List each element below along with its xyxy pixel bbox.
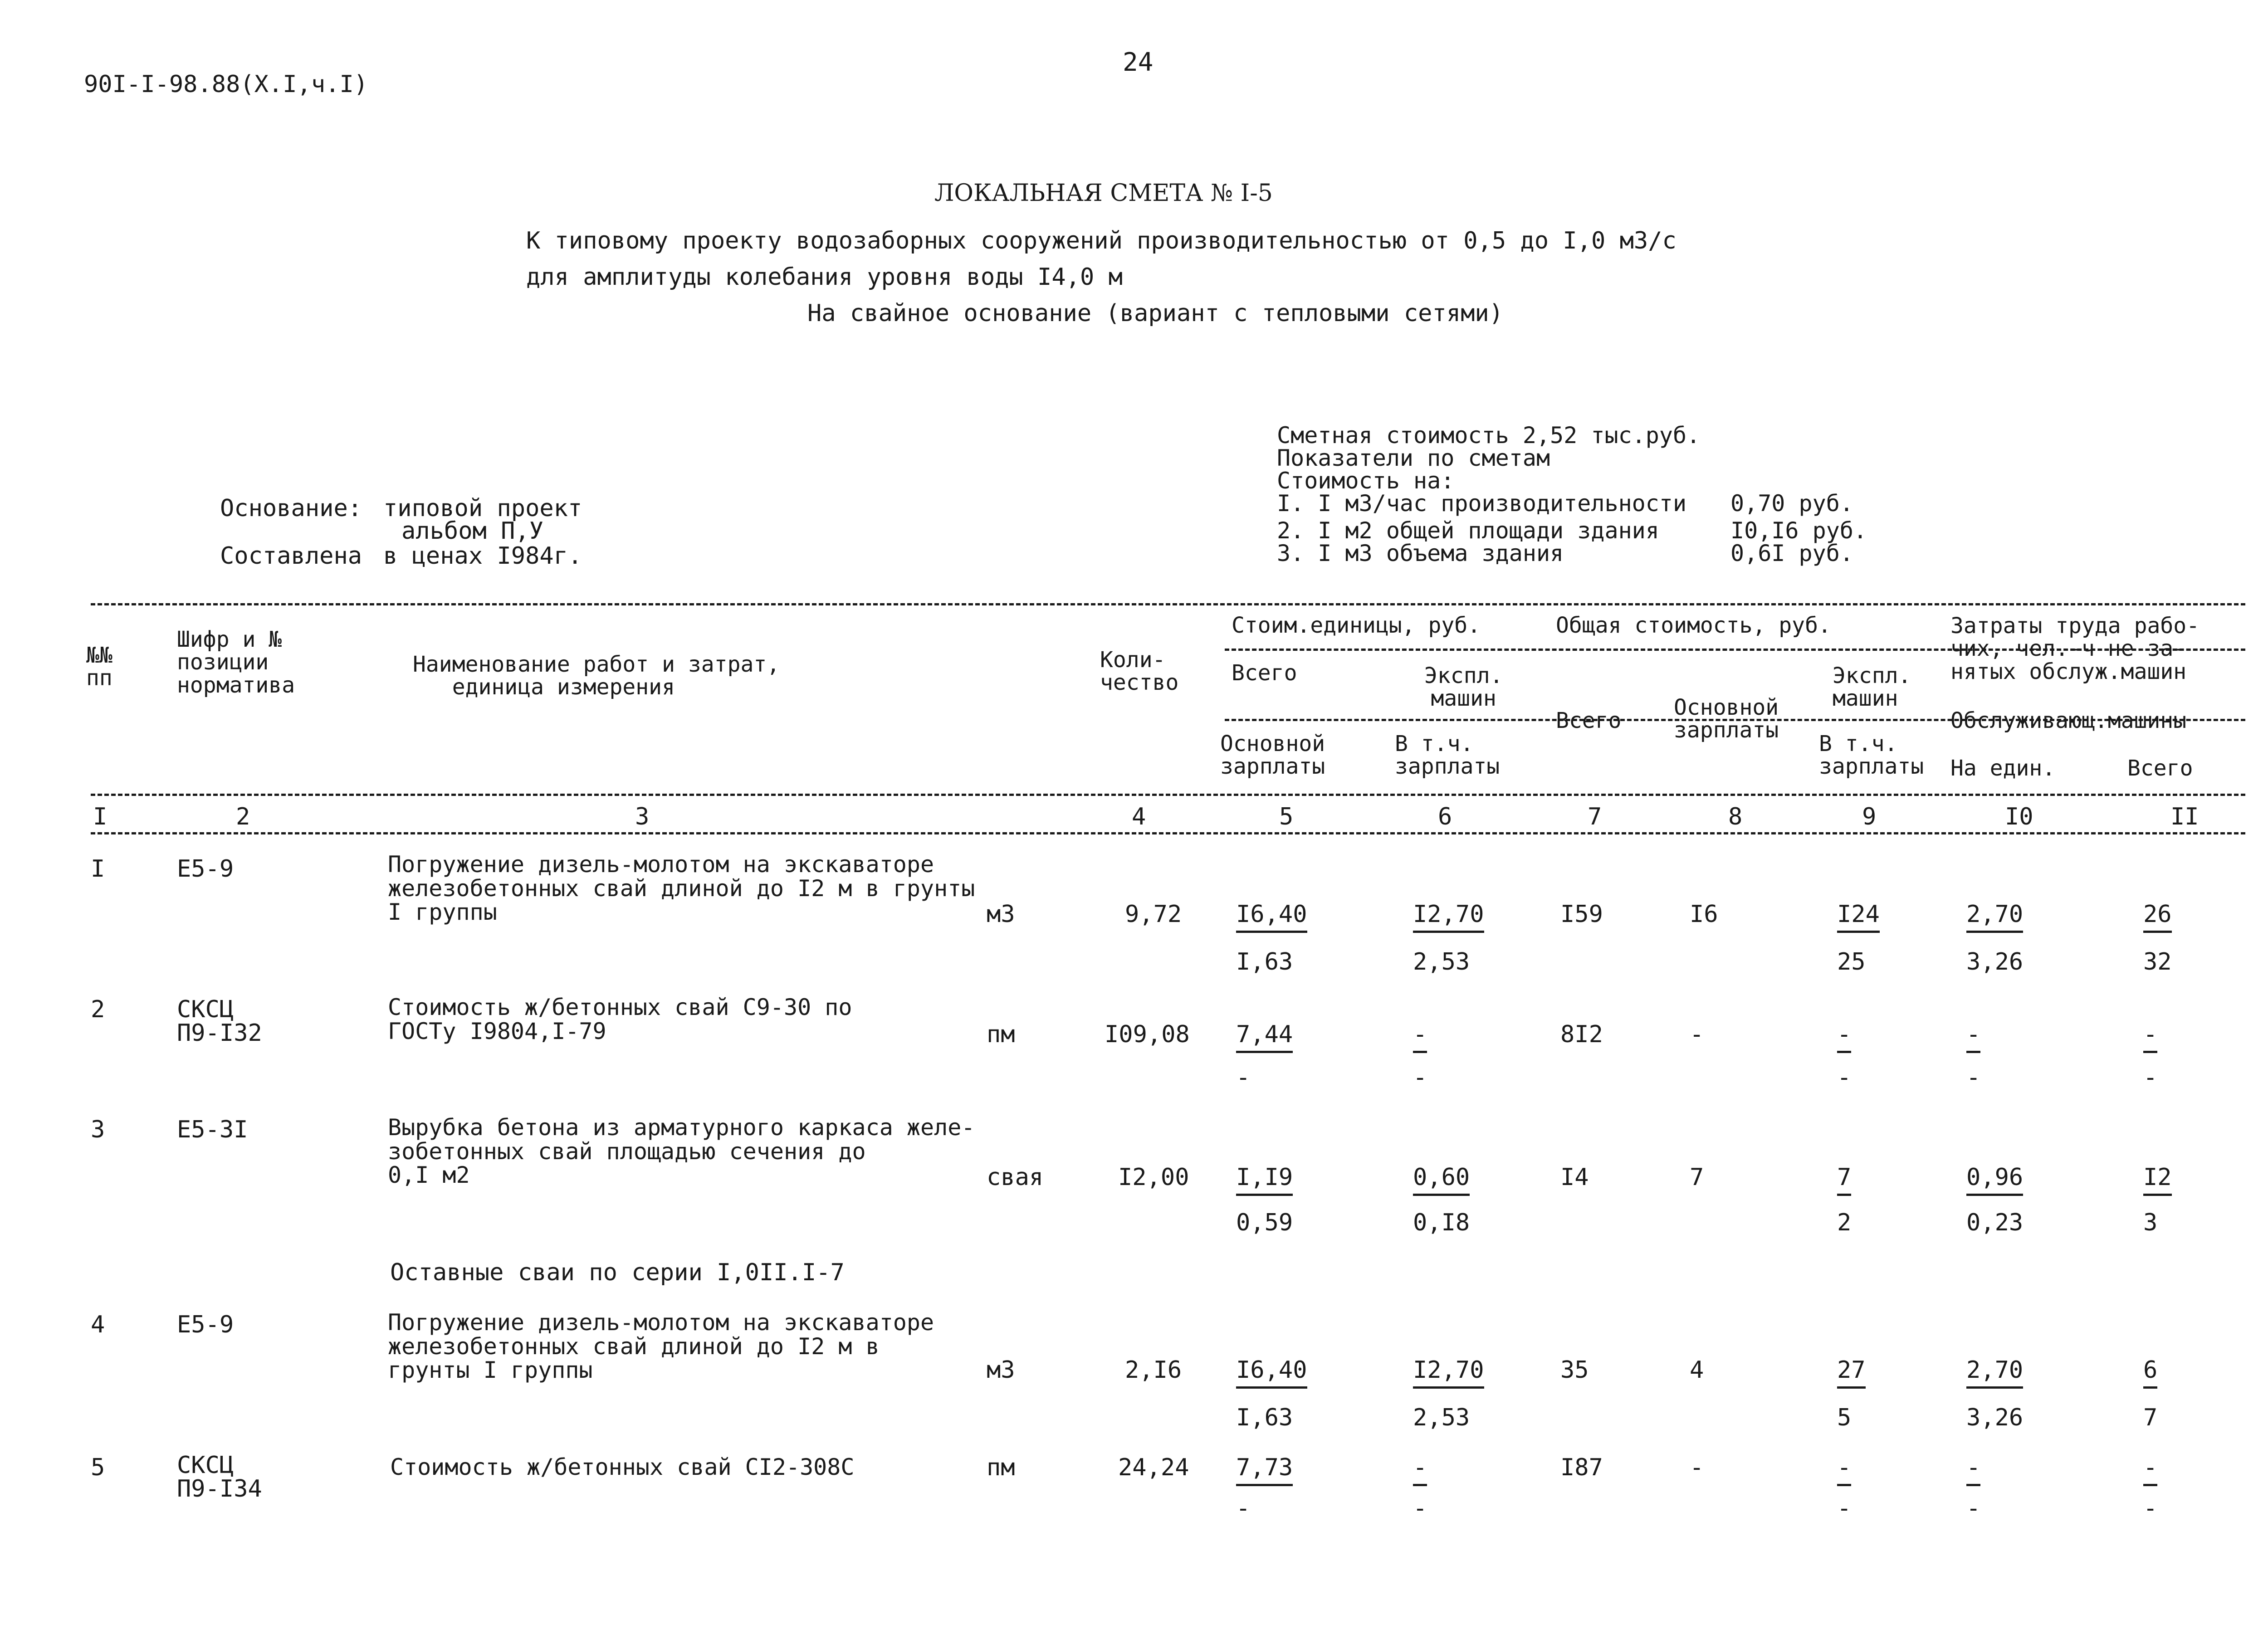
quantity: 24,24 — [1118, 1454, 1189, 1481]
column-number: 7 — [1588, 803, 1602, 830]
column-number: 6 — [1438, 803, 1452, 830]
labor-service-total: - — [2143, 1495, 2158, 1522]
column-number: 9 — [1862, 803, 1877, 830]
header-unit-total: Всего — [1232, 660, 1297, 686]
unit-machine-wage: 2,53 — [1413, 1404, 1470, 1431]
column-number: I — [93, 803, 108, 830]
total-machine-wage: 2 — [1837, 1209, 1852, 1236]
header-row-number: №№ пп — [86, 643, 112, 691]
total-machines: - — [1837, 1456, 1851, 1486]
unit: пм — [987, 1454, 1015, 1481]
work-name: Вырубка бетона из арматурного каркаса желе- зобетонных свай площадью сечения до 0,I м2 — [388, 1114, 975, 1188]
cost-for-label: Стоимость на: — [1277, 468, 1455, 494]
column-number: II — [2170, 803, 2199, 830]
unit-machine-wage: - — [1413, 1064, 1427, 1091]
unit: свая — [987, 1164, 1044, 1191]
column-number: 8 — [1728, 803, 1743, 830]
labor-service-per-unit: 0,23 — [1966, 1209, 2024, 1236]
total-all: 35 — [1560, 1356, 1589, 1384]
unit-wage: - — [1236, 1064, 1251, 1091]
unit-wage: I,63 — [1236, 948, 1293, 976]
header-total-machine-wage: В т.ч. зарплаты — [1819, 731, 1924, 780]
total-wage: - — [1690, 1454, 1704, 1481]
header-labor-total: Всего — [2127, 756, 2193, 781]
labor-service-per-unit: 3,26 — [1966, 1404, 2024, 1431]
total-machines: I24 — [1837, 902, 1880, 933]
labor-service-per-unit: 3,26 — [1966, 948, 2024, 976]
total-all: I87 — [1560, 1454, 1603, 1481]
subtitle-line-1: К типовому проекту водозаборных сооружений производительностью от 0,5 до I,0 м3/с — [526, 227, 1677, 254]
indicator-2-label: 2. I м2 общей площади здания — [1277, 517, 1659, 544]
row-number: 3 — [91, 1116, 105, 1143]
estimated-cost: Сметная стоимость 2,52 тыс.руб. — [1277, 422, 1701, 449]
total-machine-wage: - — [1837, 1064, 1852, 1091]
document-title: ЛОКАЛЬНАЯ СМЕТА № I-5 — [934, 180, 1273, 207]
quantity: 9,72 — [1125, 901, 1182, 928]
labor-service-total: 7 — [2143, 1404, 2158, 1431]
header-unit-wage: Основной зарплаты — [1220, 731, 1325, 780]
subtitle-line-2: для амплитуды колебания уровня воды I4,0 м — [526, 263, 1123, 291]
header-top-rule — [91, 603, 2245, 605]
header-labor: Затраты труда рабо- чих, чел.-ч не за- нятых обслуж.машин — [1950, 613, 2200, 684]
unit-machines: - — [1413, 1456, 1427, 1486]
labor-service-total: 3 — [2143, 1209, 2158, 1236]
quantity: 2,I6 — [1125, 1356, 1182, 1384]
unit-total: I6,40 — [1236, 1358, 1307, 1389]
total-machines: 7 — [1837, 1166, 1851, 1196]
section-note: Оставные сваи по серии I,0II.I-7 — [390, 1259, 845, 1286]
document-code: 90I-I-98.88(X.I,ч.I) — [84, 71, 368, 98]
unit-total: 7,44 — [1236, 1023, 1293, 1053]
header-total-all: Всего — [1556, 708, 1622, 733]
labor-service-total: 32 — [2143, 948, 2172, 976]
total-wage: 7 — [1690, 1164, 1704, 1191]
compiled-value: в ценах I984г. — [383, 542, 582, 570]
indicator-1-value: 0,70 руб. — [1730, 490, 1853, 517]
labor-total: 26 — [2143, 902, 2172, 933]
total-machine-wage: 25 — [1837, 948, 1866, 976]
total-machine-wage: - — [1837, 1495, 1852, 1522]
basis-line-2: альбом П,У — [401, 517, 544, 545]
row-number: 5 — [91, 1454, 105, 1481]
column-numbers-rule — [91, 832, 2245, 834]
indicators-heading: Показатели по сметам — [1277, 445, 1550, 471]
column-number: 5 — [1279, 803, 1294, 830]
column-number: I0 — [2005, 803, 2033, 830]
labor-total: I2 — [2143, 1166, 2172, 1196]
column-number: 3 — [635, 803, 650, 830]
labor-service-total: - — [2143, 1064, 2158, 1091]
total-wage: - — [1690, 1021, 1704, 1048]
row-number: 2 — [91, 996, 105, 1023]
page-number: 24 — [1123, 48, 1154, 77]
basis-line-1: типовой проект — [383, 495, 582, 522]
column-number: 4 — [1132, 803, 1146, 830]
unit-machine-wage: 2,53 — [1413, 948, 1470, 976]
header-quantity: Коли- чество — [1100, 647, 1179, 696]
total-all: I59 — [1560, 901, 1603, 928]
column-number: 2 — [236, 803, 250, 830]
row-number: I — [91, 855, 105, 883]
indicator-1-label: I. I м3/час производительности — [1277, 490, 1687, 517]
unit-total: 7,73 — [1236, 1456, 1293, 1486]
unit: м3 — [987, 901, 1015, 928]
header-code: Шифр и № позиции норматива — [177, 627, 295, 698]
total-machines: 27 — [1837, 1358, 1866, 1389]
header-unit-machines: Экспл. машин — [1424, 663, 1503, 712]
indicator-2-value: I0,I6 руб. — [1730, 517, 1867, 544]
unit-machines: 0,60 — [1413, 1166, 1470, 1196]
labor-total: - — [2143, 1023, 2157, 1053]
indicator-3-value: 0,6I руб. — [1730, 540, 1853, 566]
total-wage: I6 — [1690, 901, 1718, 928]
norm-code: Е5-9 — [177, 1311, 234, 1338]
labor-per-unit: 2,70 — [1966, 1358, 2023, 1389]
header-total-machines: Экспл. машин — [1833, 663, 1911, 712]
row-number: 4 — [91, 1311, 105, 1338]
header-total-cost: Общая стоимость, руб. — [1556, 613, 1831, 638]
labor-per-unit: 2,70 — [1966, 902, 2023, 933]
norm-code: Е5-9 — [177, 855, 234, 883]
unit-machine-wage: - — [1413, 1495, 1427, 1522]
labor-service-per-unit: - — [1966, 1064, 1981, 1091]
compiled-label: Составлена — [220, 542, 362, 570]
labor-total: - — [2143, 1456, 2157, 1486]
indicator-3-label: 3. I м3 объема здания — [1277, 540, 1564, 566]
subtitle-line-3: На свайное основание (вариант с тепловыми сетями) — [807, 300, 1504, 327]
total-machines: - — [1837, 1023, 1851, 1053]
total-all: I4 — [1560, 1164, 1589, 1191]
total-all: 8I2 — [1560, 1021, 1603, 1048]
unit-wage: I,63 — [1236, 1404, 1293, 1431]
unit-wage: 0,59 — [1236, 1209, 1293, 1236]
unit-machines: - — [1413, 1023, 1427, 1053]
labor-total: 6 — [2143, 1358, 2157, 1389]
basis-label: Основание: — [220, 495, 362, 522]
header-unit-machine-wage: В т.ч. зарплаты — [1395, 731, 1500, 780]
labor-service-per-unit: - — [1966, 1495, 1981, 1522]
unit: м3 — [987, 1356, 1015, 1384]
work-name: Стоимость ж/бетонных свай С9-30 по ГОСТу I9804,I-79 — [388, 994, 852, 1044]
header-labor-service: Обслуживающ.машины — [1950, 708, 2187, 733]
unit-machines: I2,70 — [1413, 1358, 1484, 1389]
header-total-wage: Основной зарплаты — [1674, 695, 1779, 743]
labor-per-unit: 0,96 — [1966, 1166, 2023, 1196]
work-name: Погружение дизель-молотом на экскаваторе железобетонных свай длиной до I2 м в грунты I группы — [388, 1309, 934, 1383]
work-name: Стоимость ж/бетонных свай СI2-308С — [390, 1454, 855, 1480]
header-work-name: Наименование работ и затрат, единица измерения — [413, 652, 780, 700]
header-bottom-rule — [91, 794, 2245, 796]
quantity: I09,08 — [1105, 1021, 1190, 1048]
quantity: I2,00 — [1118, 1164, 1189, 1191]
unit-wage: - — [1236, 1495, 1251, 1522]
unit-machines: I2,70 — [1413, 902, 1484, 933]
total-wage: 4 — [1690, 1356, 1704, 1384]
total-machine-wage: 5 — [1837, 1404, 1852, 1431]
header-unit-cost: Стоим.единицы, руб. — [1232, 613, 1481, 638]
work-name: Погружение дизель-молотом на экскаваторе железобетонных свай длиной до I2 м в грунты I группы — [388, 851, 975, 925]
labor-per-unit: - — [1966, 1023, 1980, 1053]
labor-per-unit: - — [1966, 1456, 1980, 1486]
unit-total: I,I9 — [1236, 1166, 1293, 1196]
norm-code: Е5-3I — [177, 1116, 248, 1143]
unit-machine-wage: 0,I8 — [1413, 1209, 1470, 1236]
norm-code: СКСЦ П9-I32 — [177, 996, 262, 1047]
unit-total: I6,40 — [1236, 902, 1307, 933]
norm-code: СКСЦ П9-I34 — [177, 1452, 262, 1502]
header-labor-per-unit: На един. — [1950, 756, 2056, 781]
unit: пм — [987, 1021, 1015, 1048]
